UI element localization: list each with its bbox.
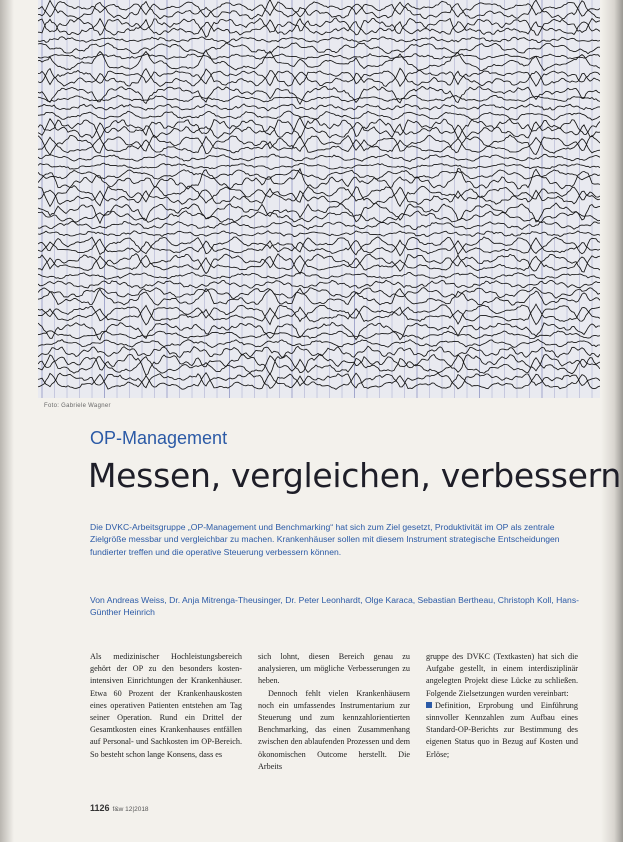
eeg-trace [38, 118, 600, 139]
eeg-trace [38, 154, 600, 161]
body-list-item [426, 700, 578, 761]
eeg-trace [38, 355, 600, 374]
eeg-trace [38, 304, 600, 322]
eeg-trace [38, 305, 600, 325]
body-paragraph: Als medizinischer Hochleistungsbereich gehört der OP zu den besonders kostenintensiven Einrichtungen der Krankenhäuser. Etwa 60 Prozent der Krankenhauskosten eines operativen Patienten entstehen am Tag seiner Operation. Rund ein Drittel der Gesamtkosten eines Krankenhauses entfällen auf Personal- und Sachkosten im OP-Bereich. So besteht schon lange Konsens, dass es [90, 652, 242, 759]
page-gutter-shadow [0, 0, 14, 842]
eeg-trace [38, 339, 600, 347]
eeg-trace [38, 331, 600, 339]
eeg-trace [38, 254, 600, 274]
square-bullet-icon [426, 702, 432, 708]
list-item-text: Definition, Erprobung und Einführung sinnvoller Kennzahlen zum Aufbau eines Standard-OP-Berichts zur Bestimmung des eigenen Status quo in Bezug auf Kosten und Erlöse; [426, 700, 578, 759]
eeg-trace [38, 170, 600, 180]
eeg-trace [38, 163, 600, 169]
eeg-trace [38, 231, 600, 237]
eeg-trace [38, 354, 600, 375]
eeg-trace [38, 50, 600, 70]
eeg-trace [38, 280, 600, 288]
body-paragraph: Dennoch fehlt vielen Krankenhäusern noch ein umfassendes Instrumentarium zur Steuerung und zum kennzahlorientierten Benchmarking, das einen Zusammenhang zwischen den ablaufenden Prozessen und dem ökonomischen Outcome herstellt. Die Arbeits [258, 688, 410, 771]
eeg-trace [38, 37, 600, 43]
eeg-trace [38, 346, 600, 357]
body-paragraph: sich lohnt, diesen Bereich genau zu analysieren, um mögliche Verbesserungen zu heben. [258, 652, 410, 686]
eeg-trace [38, 272, 600, 279]
eeg-trace [38, 211, 600, 223]
article-authors: Von Andreas Weiss, Dr. Anja Mitrenga-Theusinger, Dr. Peter Leonhardt, Olge Karaca, Sebastian Bertheau, Christoph Koll, Hans-Günther Heinrich [90, 595, 579, 618]
article-title: Messen, vergleichen, verbessern [88, 456, 621, 495]
section-label: OP-Management [90, 428, 228, 448]
eeg-trace [38, 43, 600, 54]
body-column-2 [258, 651, 410, 773]
eeg-trace [38, 111, 600, 120]
eeg-photo [38, 0, 600, 398]
eeg-trace [38, 186, 600, 207]
page-footer [90, 803, 149, 813]
body-paragraph: gruppe des DVKC (Textkasten) hat sich die Aufgabe gestellt, in einem interdisziplinär angelegten Projekt diese Lücke zu schließen. Folgende Zielsetzungen wurden vereinbart: [426, 652, 578, 698]
body-column-3 [426, 651, 578, 761]
eeg-trace [38, 1, 600, 17]
eeg-trace [38, 288, 600, 299]
eeg-trace [38, 19, 600, 35]
body-column-1 [90, 651, 242, 761]
article-lead: Die DVKC-Arbeitsgruppe „OP-Management und Benchmarking“ hat sich zum Ziel gesetzt, Produktivität im OP als zentrale Zielgröße messbar und vergleichbar zu machen. Krankenhäuser sollen mit diesem Instrument strategische Entscheidungen fundierter treffen und die operative Steuerung verbessern können. [90, 522, 560, 557]
eeg-trace [38, 237, 600, 256]
eeg-trace [38, 221, 600, 229]
eeg-trace [38, 169, 600, 190]
photo-credit: Foto: Gabriele Wagner [44, 403, 111, 409]
eeg-trace [38, 95, 600, 102]
eeg-trace [38, 119, 600, 139]
eeg-trace [38, 18, 600, 38]
eeg-trace [38, 54, 600, 60]
eeg-trace [38, 104, 600, 111]
eeg-trace [38, 322, 600, 340]
eeg-trace [38, 86, 600, 104]
eeg-trace [38, 373, 600, 390]
page-number: 1126 [90, 803, 110, 813]
eeg-trace [38, 373, 600, 389]
magazine-issue: f&w 12|2018 [112, 806, 149, 813]
eeg-trace [38, 203, 600, 223]
page-edge-shadow [601, 0, 623, 842]
